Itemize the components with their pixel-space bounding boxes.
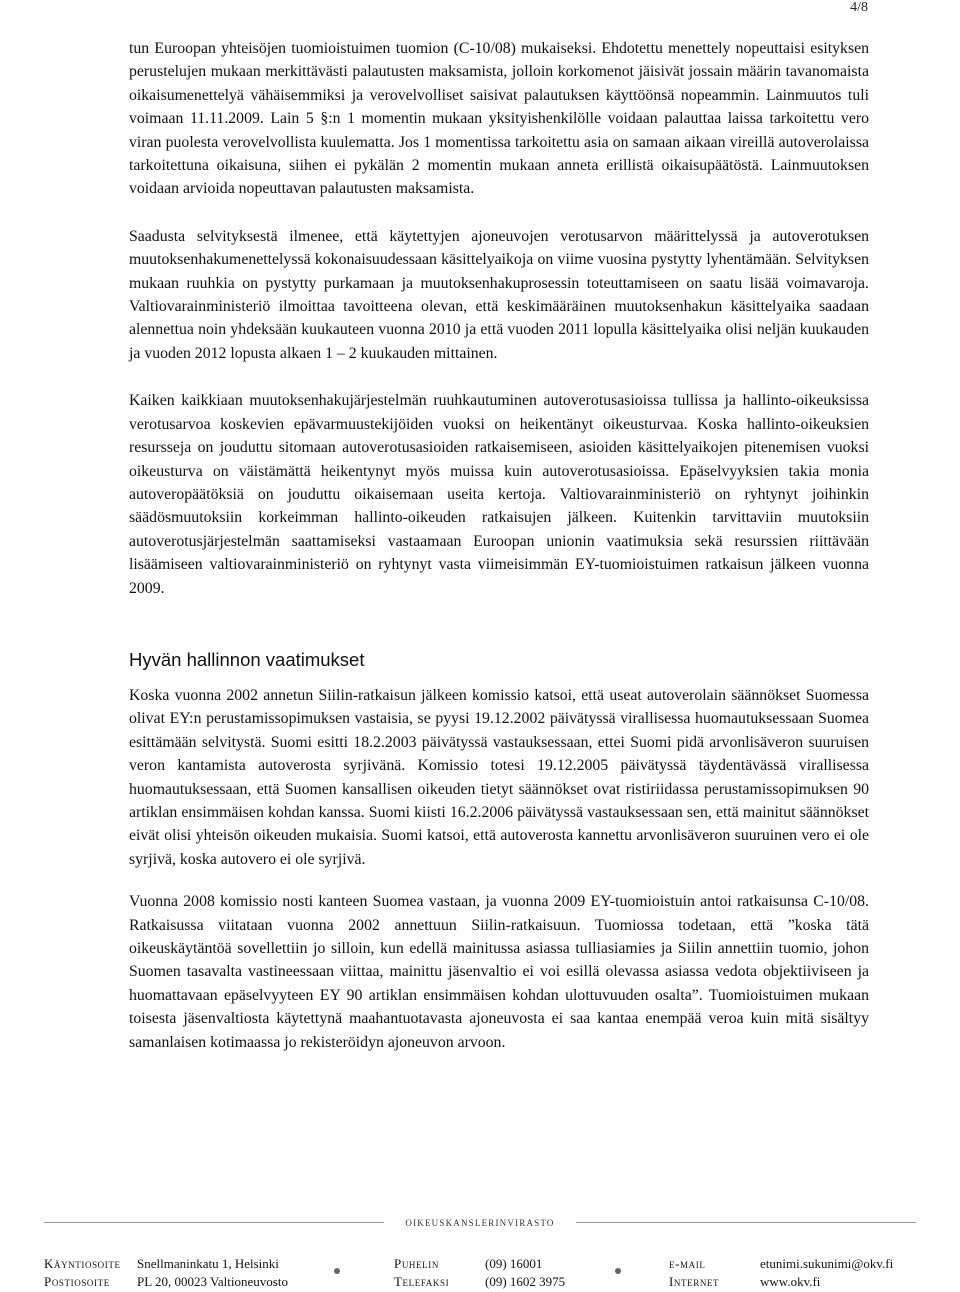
email-address[interactable]: etunimi.sukunimi@okv.fi bbox=[760, 1256, 894, 1271]
postal-address: PL 20, 00023 Valtioneuvosto bbox=[137, 1274, 288, 1289]
website-link[interactable]: www.okv.fi bbox=[760, 1274, 821, 1289]
footer-rule-left bbox=[44, 1222, 384, 1223]
body-paragraph: tun Euroopan yhteisöjen tuomioistuimen tuomion (C-10/08) mukaiseksi. Ehdotettu menettely nopeuttaisi esityksen perustelujen mukaan merkittävästi palautusten maksamista, jolloin korkomenot jäisivät jossain määrin tavanomaista oikaisumenettelyä vähäisemmiksi ja verovelvolliset saisivat palautuksen käyttöönsä nopeammin. Lainmuutos tuli voimaan 11.11.2009. Lain 5 §:n 1 momentin mukaan yksityishenkilölle voidaan palauttaa laissa tarkoitettu vero viran puolesta verovelvollista kuulematta. Jos 1 momentissa tarkoitettu asia on samaan aikaan vireillä autoverolaissa tarkoitettuna oikaisuna, siihen ei pykälän 2 momentin mukaan anneta erillistä oikaisupäätöstä. Lainmuutoksen voidaan arvioida nopeuttavan palautusten maksamista. bbox=[129, 40, 869, 198]
email-label: e-mail bbox=[669, 1256, 706, 1271]
section-paragraph: Koska vuonna 2002 annetun Siilin-ratkaisun jälkeen komissio katsoi, että useat autoverolain säännökset Suomessa olivat EY:n perustamissopimuksen vastaisia, se pyysi 19.12.2002 päivätyssä virallisessa huomautuksessaan Suomea esittämään selvitystä. Suomi esitti 18.2.2003 päivätyssä vastauksessaan, ettei Suomi pidä arvonlisäveron suuruisen veron kantamista autoverosta syrjivänä. Komissio totesi 19.12.2005 päivätyssä täydentävässä virallisessa huomautuksessaan, että Suomen kansallisen oikeuden tietyt säännökset ovat ristiriidassa perustamissopimuksen 90 artiklan ensimmäisen kohdan kanssa. Suomi kiisti 16.2.2006 päivätyssä vastauksessaan sen, että mainitut säännökset eivät olisi yhteisön oikeuden mukaisia. Suomi katsoi, että autoverosta kannettu arvonlisäveron suuruinen vero ei ole syrjivä, koska autovero ei ole syrjivä. bbox=[129, 686, 869, 868]
footer-separator-dot bbox=[615, 1268, 621, 1274]
section-heading: Hyvän hallinnon vaatimukset bbox=[129, 648, 365, 670]
footer-row bbox=[44, 1256, 924, 1274]
visiting-address-label: Käyntiosoite bbox=[44, 1256, 121, 1271]
page-number: 4/8 bbox=[850, 0, 868, 15]
footer-separator-dot bbox=[334, 1268, 340, 1274]
phone-number: (09) 16001 bbox=[485, 1256, 543, 1271]
internet-label: Internet bbox=[669, 1274, 720, 1289]
body-paragraph: Saadusta selvityksestä ilmenee, että käytettyjen ajoneuvojen verotusarvon määrittelyssä ja autoverotuksen muutoksenhakumenettelyssä kokonaisuudessaan käsittelyaikoja on viime vuosina pystytty lyhentämään. Selvityksen mukaan ruuhkia on pystytty purkamaan ja muutoksenhakuprosessin toteuttamiseen on saatu lisää voimavaroja. Valtiovarainministeriö ilmoittaa tavoitteena olevan, että keskimääräinen muutoksenhakun käsittelyaika saadaan alennettua noin yhdeksään kuukauteen vuonna 2010 ja että vuoden 2011 lopulla käsittelyaika olisi neljän kuukauden ja vuoden 2012 lopusta alkaen 1 – 2 kuukauden mittainen. bbox=[129, 227, 869, 362]
footer-rule-right bbox=[576, 1222, 916, 1223]
document-body bbox=[129, 37, 869, 1054]
visiting-address: Snellmaninkatu 1, Helsinki bbox=[137, 1256, 279, 1271]
phone-label: Puhelin bbox=[394, 1256, 439, 1271]
fax-label: Telefaksi bbox=[394, 1274, 450, 1289]
postal-address-label: Postiosoite bbox=[44, 1274, 110, 1289]
section-paragraph: Vuonna 2008 komissio nosti kanteen Suomea vastaan, ja vuonna 2009 EY-tuomioistuin antoi ratkaisunsa C-10/08. Ratkaisussa viitataan vuonna 2002 annettuun Siilin-ratkaisuun. Tuomiossa todetaan, että ”koska tätä oikeuskäytäntöä sovellettiin jo silloin, kun edellä mainitussa asiassa tulliasiamies ja Siilin annettiin tuomio, johon Suomen tasavalta vastineessaan viittaa, mainittu jäsenvaltio ei voi esillä olevassa asiassa vedota objektiiviseen ja huomattavaan epäselvyyteen EY 90 artiklan ensimmäisen kohdan ulottuvuuden osalta”. Tuomioistuimen mukaan toisesta jäsenvaltiosta käytettynä maahantuotavasta ajoneuvosta ei saa kantaa enempää veroa kuin mitä sisältyy samanlaisen kotimaassa jo rekisteröidyn ajoneuvon arvoon. bbox=[129, 893, 869, 1051]
fax-number: (09) 1602 3975 bbox=[485, 1274, 566, 1289]
office-name: oikeuskanslerinvirasto bbox=[405, 1214, 555, 1229]
body-paragraph: Kaiken kaikkiaan muutoksenhakujärjestelmän ruuhkautuminen autoverotusasioissa tullissa ja hallinto-oikeuksissa verotusarvoa koskevien epävarmuustekijöiden vuoksi on heikentänyt oikeusturvaa. Koska hallinto-oikeuksien resursseja on jouduttu sitomaan autoverotusasioiden ratkaisemiseen, asioiden käsittelyaikojen pitenemisen vuoksi oikeusturva on väistämättä heikentynyt myös muissa kuin autoverotusasioissa. Epäselvyyksien takia monia autoveropäätöksiä on jouduttu oikaisemaan useita kertoja. Valtiovarainministeriö on ryhtynyt joihinkin säädösmuutoksiin korkeimman hallinto-oikeuden ratkaisujen jälkeen. Kuitenkin tarvittaviin muutoksiin autoverotusjärjestelmän saattamiseksi vastaamaan Euroopan unionin vaatimuksia sekä resurssien riittävään lisäämiseen valtiovarainministeriö on ryhtynyt vasta viimeisimmän EY-tuomioistuimen ratkaisun jälkeen vuonna 2009. bbox=[129, 392, 869, 597]
footer-row bbox=[44, 1274, 924, 1292]
